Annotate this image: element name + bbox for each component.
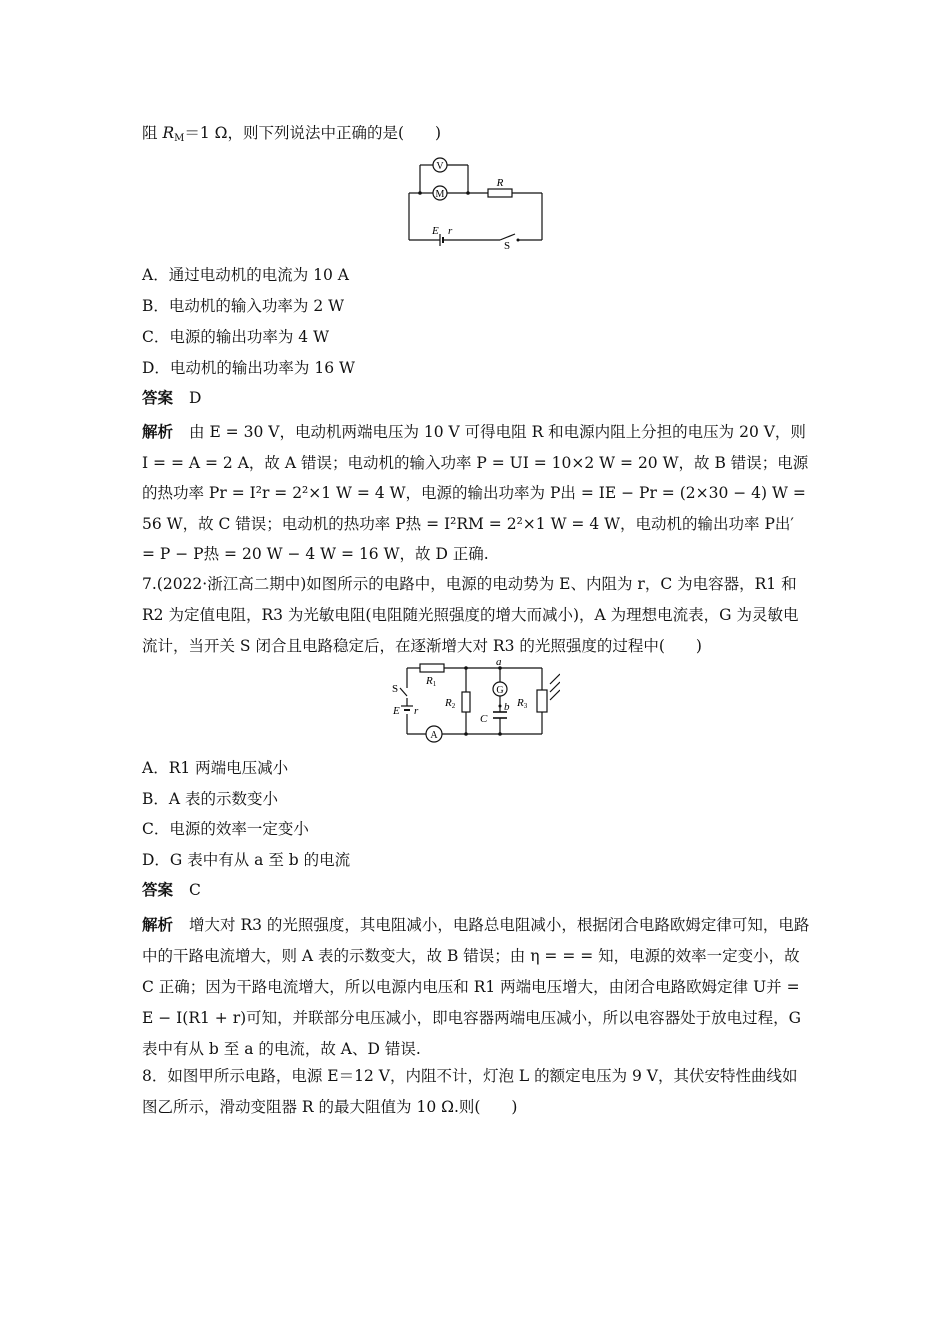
q6-option-b: B．电动机的输入功率为 2 W bbox=[142, 297, 345, 315]
q6-option-a: A．通过电动机的电流为 10 A bbox=[142, 266, 349, 284]
q7-resistor-r2 bbox=[462, 692, 470, 712]
q7-analysis bbox=[142, 909, 810, 1065]
q6-analysis bbox=[142, 417, 810, 570]
q7-resistor-r1 bbox=[420, 664, 444, 672]
q7-label-r1: R1 bbox=[426, 675, 437, 688]
q6-option-c: C．电源的输出功率为 4 W bbox=[142, 328, 330, 346]
q6-label-m: M bbox=[435, 189, 445, 200]
q7-label-inner-r: r bbox=[414, 705, 419, 717]
q7-label-b: b bbox=[504, 701, 510, 713]
q7-option-b: B．A 表的示数变小 bbox=[142, 790, 279, 808]
q7-answer-value: C bbox=[189, 881, 201, 899]
q6-label-v: V bbox=[436, 161, 444, 172]
q6-answer-value: D bbox=[189, 389, 202, 407]
q7-answer bbox=[142, 879, 201, 901]
q7-stem: 7.(2022·浙江高二期中)如图所示的电路中，电源的电动势为 E、内阻为 r，C 为电容器，R1 和 R2 为定值电阻，R3 为光敏电阻(电阻随光照强度的增大而减小)，A 为理想电流表，G 为灵敏电流计，当开关 S 闭合且电路稳定后，在逐渐增大对 R3 的光照强度的过程中( ) bbox=[142, 575, 799, 655]
q6-label-inner-r: r bbox=[448, 225, 453, 237]
q6-answer-label: 答案 bbox=[142, 388, 174, 407]
q7-answer-label: 答案 bbox=[142, 880, 174, 899]
q7-analysis-label: 解析 bbox=[142, 915, 174, 934]
q7-label-s: S bbox=[392, 683, 399, 695]
q6-circuit-figure bbox=[400, 150, 550, 250]
q7-analysis-text: 增大对 R3 的光照强度，其电阻减小，电路总电阻减小，根据闭合电路欧姆定律可知，电路中的干路电流增大，则 A 表的示数变大，故 B 错误；由 η = = = 知，电源的效率一定变小，故 C 正确；因为干路电流增大，所以电源内电压和 R1 两端电压增大，由闭合电路欧姆定律 U并 = E − I(R1 + r)可知，并联部分电压减小，即电容器两端电压减小，所以电容器处于放电过程，G 表中有从 b 至 a 的电流，故 A、D 错误. bbox=[142, 916, 810, 1058]
q7-label-a-meter: A bbox=[430, 730, 438, 741]
q6-label-s: S bbox=[504, 240, 511, 250]
q7-option-c: C．电源的效率一定变小 bbox=[142, 820, 309, 838]
q6-stem-end: 阻 $R_M=1$ Ω，则下列说法中正确的是( ) bbox=[142, 124, 442, 144]
q7-label-g: G bbox=[496, 685, 504, 696]
q6-resistor-r bbox=[488, 189, 512, 197]
q6-option-d: D．电动机的输出功率为 16 W bbox=[142, 359, 355, 377]
q7-label-r2: R2 bbox=[445, 697, 456, 710]
q6-analysis-label: 解析 bbox=[142, 422, 174, 441]
q7-resistor-r3 bbox=[537, 690, 547, 712]
q6-answer bbox=[142, 387, 201, 409]
q7-label-r3: R3 bbox=[517, 697, 528, 710]
q7-label-a: a bbox=[496, 660, 502, 668]
q6-label-r: R bbox=[496, 177, 504, 189]
q7-option-d: D．G 表中有从 a 至 b 的电流 bbox=[142, 851, 351, 869]
q7-label-c: C bbox=[480, 713, 488, 725]
q7-label-e: E bbox=[393, 705, 400, 717]
q6-analysis-text: 由 E = 30 V，电动机两端电压为 10 V 可得电阻 R 和电源内阻上分担的电压为 20 V，则 I = = A = 2 A，故 A 错误；电动机的输入功率 P = UI = 10×2 W = 20 W，故 B 错误；电源的热功率 Pr = I²r = 2²×1 W = 4 W，电源的输出功率为 P出 = IE − Pr = (2×30 − 4) W = 56 W，故 C 错误；电动机的热功率 P热 = I²RM = 2²×1 W = 4 W，电动机的输出功率 P出′ = P − P热 = 20 W − 4 W = 16 W，故 D 正确. bbox=[142, 423, 809, 563]
q7-option-a: A．R1 两端电压减小 bbox=[142, 759, 289, 777]
q8-stem: 8．如图甲所示电路，电源 E＝12 V，内阻不计，灯泡 L 的额定电压为 9 V，其伏安特性曲线如图乙所示，滑动变阻器 R 的最大阻值为 10 Ω.则( ) bbox=[142, 1067, 798, 1116]
q6-label-e: E bbox=[432, 225, 439, 237]
q7-circuit-figure bbox=[390, 660, 560, 750]
